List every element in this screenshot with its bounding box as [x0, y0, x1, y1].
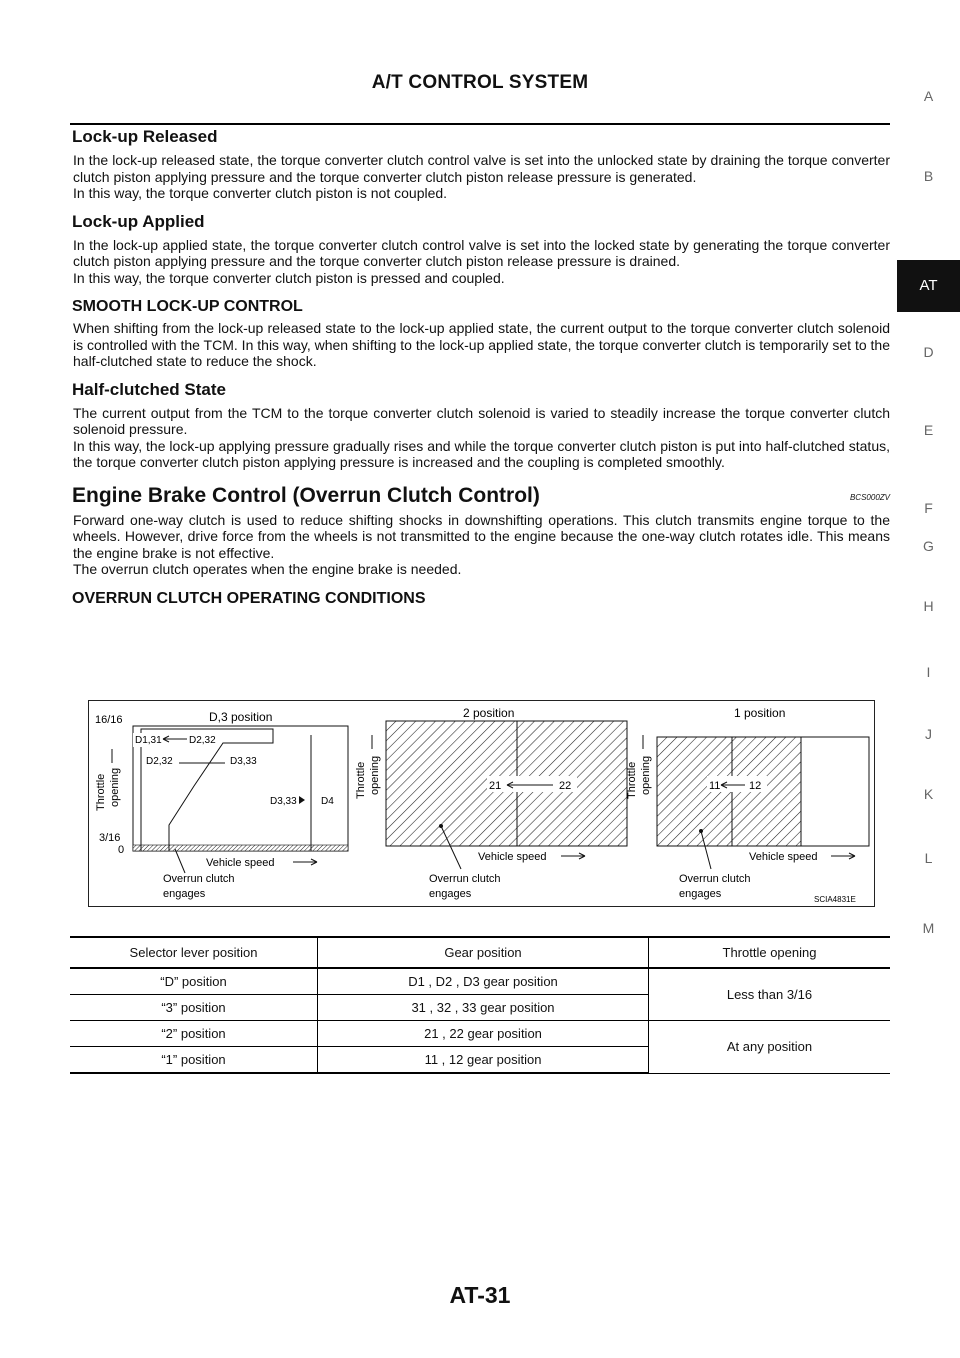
lockup-applied-p2: In this way, the torque converter clutch piston is pressed and coupled.	[73, 269, 505, 286]
panel-2-note-2: engages	[429, 888, 472, 900]
lockup-released-p1: In the lock-up released state, the torque converter clutch control valve is set into the unlocked state by draining the torque converter clutch piston applying pressure and the torque converter clutch piston release pressure is generated.	[73, 152, 890, 185]
panel-2-x-arrow	[561, 853, 585, 859]
label-d3-right: D3,33	[270, 796, 297, 807]
lockup-released-p2: In this way, the torque converter clutch piston is not coupled.	[73, 185, 448, 201]
panel-2-note-1: Overrun clutch	[429, 873, 501, 885]
y-top-label: 16/16	[95, 714, 123, 726]
side-tab-f[interactable]: F	[924, 500, 933, 516]
y-mid-label: 3/16	[99, 832, 121, 844]
table-header-throttle: Throttle opening	[649, 937, 891, 968]
cell-throttle: At any position	[649, 1021, 891, 1074]
heading-engine-brake	[72, 484, 890, 508]
overrun-clutch-figure	[88, 700, 875, 907]
side-tab-d[interactable]: D	[923, 344, 934, 360]
heading-overrun-conditions: OVERRUN CLUTCH OPERATING CONDITIONS	[72, 589, 426, 607]
table-header-gear: Gear position	[318, 937, 649, 968]
engine-brake-p2: The overrun clutch operates when the engine brake is needed.	[73, 561, 462, 577]
label-d3-mid: D3,33	[230, 756, 257, 767]
panel-d3-xlabel: Vehicle speed	[206, 857, 275, 869]
panel-1-title: 1 position	[734, 706, 786, 720]
label-d1: D1,31	[135, 735, 162, 746]
panel-1-xlabel: Vehicle speed	[749, 851, 818, 863]
arrow-d3	[299, 796, 305, 804]
table-row	[70, 1021, 890, 1047]
half-clutched-p2: In this way, the lock-up applying pressure gradually rises and while the torque converter clutch piston is put into half-clutched status, the torque converter clutch piston applying pressure is increased and the coupling is completed smoothly.	[73, 437, 890, 470]
page-number: AT-31	[449, 1282, 511, 1308]
figure-code: SCIA4831E	[814, 895, 856, 904]
panel-d3-callout	[175, 849, 185, 873]
side-tab-j[interactable]: J	[925, 726, 932, 742]
table-row	[70, 968, 890, 995]
panel-d3-ylabel-2: opening	[109, 767, 121, 807]
cell-gear: 31 , 32 , 33 gear position	[318, 995, 649, 1021]
side-tab-b[interactable]: B	[923, 168, 934, 184]
panel-1-label-right: 12	[749, 780, 762, 792]
panel-d3	[95, 710, 348, 900]
cell-gear: 21 , 22 gear position	[318, 1021, 649, 1047]
heading-lockup-released: Lock-up Released	[72, 127, 218, 146]
side-tab-k[interactable]: K	[923, 786, 934, 802]
panel-2-ylabel-2: opening	[369, 755, 381, 795]
panel-1-ylabel-2: opening	[640, 755, 652, 795]
cell-gear: 11 , 12 gear position	[318, 1047, 649, 1074]
panel-2-label-left: 21	[489, 780, 502, 792]
table-header-selector: Selector lever position	[70, 937, 318, 968]
heading-lockup-applied: Lock-up Applied	[72, 211, 205, 231]
panel-d3-title: D,3 position	[209, 710, 273, 724]
panel-2-xlabel: Vehicle speed	[478, 851, 547, 863]
panel-2-title: 2 position	[463, 706, 515, 720]
panel-1-label-left: 11	[709, 780, 721, 792]
heading-smooth-lockup: SMOOTH LOCK-UP CONTROL	[72, 298, 303, 315]
header-rule	[70, 123, 890, 125]
side-tab-at[interactable]: AT	[897, 260, 960, 312]
cell-selector: “D” position	[70, 968, 318, 995]
panel-1-x-arrow	[831, 853, 855, 859]
engine-brake-p1: Forward one-way clutch is used to reduce shifting shocks in downshifting operations. This clutch transmits engine torque to the wheels. However, drive force from the wheels is not transmitted to the engine because the one-way clutch rotates idle. This means the engine brake is not effective.	[73, 511, 890, 561]
lockup-applied-p1: In the lock-up applied state, the torque converter clutch control valve is set into the locked state by generating the torque converter clutch piston applying pressure and the torque converter clutch piston release pressure is drained.	[73, 236, 890, 269]
page-header-title: A/T CONTROL SYSTEM	[371, 72, 589, 93]
panel-2-ylabel-1: Throttle	[355, 761, 367, 799]
engine-brake-title: Engine Brake Control (Overrun Clutch Control)	[72, 483, 540, 507]
y-zero-label: 0	[118, 844, 125, 856]
side-tab-m[interactable]: M	[922, 920, 935, 936]
overrun-conditions-table	[70, 936, 890, 1074]
overrun-clutch-diagram	[89, 701, 876, 908]
panel-2	[355, 706, 627, 900]
heading-half-clutched: Half-clutched State	[72, 379, 226, 399]
side-tab-e[interactable]: E	[923, 422, 934, 438]
section-code: BCS000ZV	[849, 492, 890, 502]
side-tab-h[interactable]: H	[923, 598, 934, 614]
panel-d3-engage-band	[133, 845, 348, 851]
side-tab-a[interactable]: A	[923, 88, 934, 104]
panel-d3-ylabel-1: Throttle	[95, 773, 107, 811]
cell-gear: D1 , D2 , D3 gear position	[318, 968, 649, 995]
panel-d3-shift-line-1	[141, 729, 273, 851]
panel-d3-note-2: engages	[163, 888, 206, 900]
panel-2-label-right: 22	[559, 780, 572, 792]
side-tab-g[interactable]: G	[923, 538, 934, 554]
smooth-lockup-p1: When shifting from the lock-up released state to the lock-up applied state, the current output to the torque converter clutch solenoid is controlled with the TCM. In this way, when shifting to the lock-up applied state, the torque converter clutch is temporarily set to the half-clutched state to reduce the shock.	[73, 320, 890, 369]
cell-selector: “1” position	[70, 1047, 318, 1074]
cell-selector: “3” position	[70, 995, 318, 1021]
panel-1	[626, 706, 869, 900]
content	[72, 127, 890, 612]
panel-1-note-2: engages	[679, 888, 722, 900]
label-d2-top: D2,32	[189, 735, 216, 746]
label-d4: D4	[321, 796, 334, 807]
side-tab-l[interactable]: L	[924, 850, 933, 866]
label-d2-mid: D2,32	[146, 756, 173, 767]
cell-throttle: Less than 3/16	[649, 968, 891, 1021]
panel-d3-note-1: Overrun clutch	[163, 873, 235, 885]
cell-selector: “2” position	[70, 1021, 318, 1047]
panel-1-note-1: Overrun clutch	[679, 873, 751, 885]
side-tab-i[interactable]: I	[926, 664, 931, 680]
half-clutched-p1: The current output from the TCM to the torque converter clutch solenoid is varied to steadily increase the torque converter clutch solenoid pressure.	[73, 404, 890, 437]
panel-1-ylabel-1: Throttle	[626, 761, 638, 799]
panel-d3-x-arrow	[293, 859, 317, 865]
